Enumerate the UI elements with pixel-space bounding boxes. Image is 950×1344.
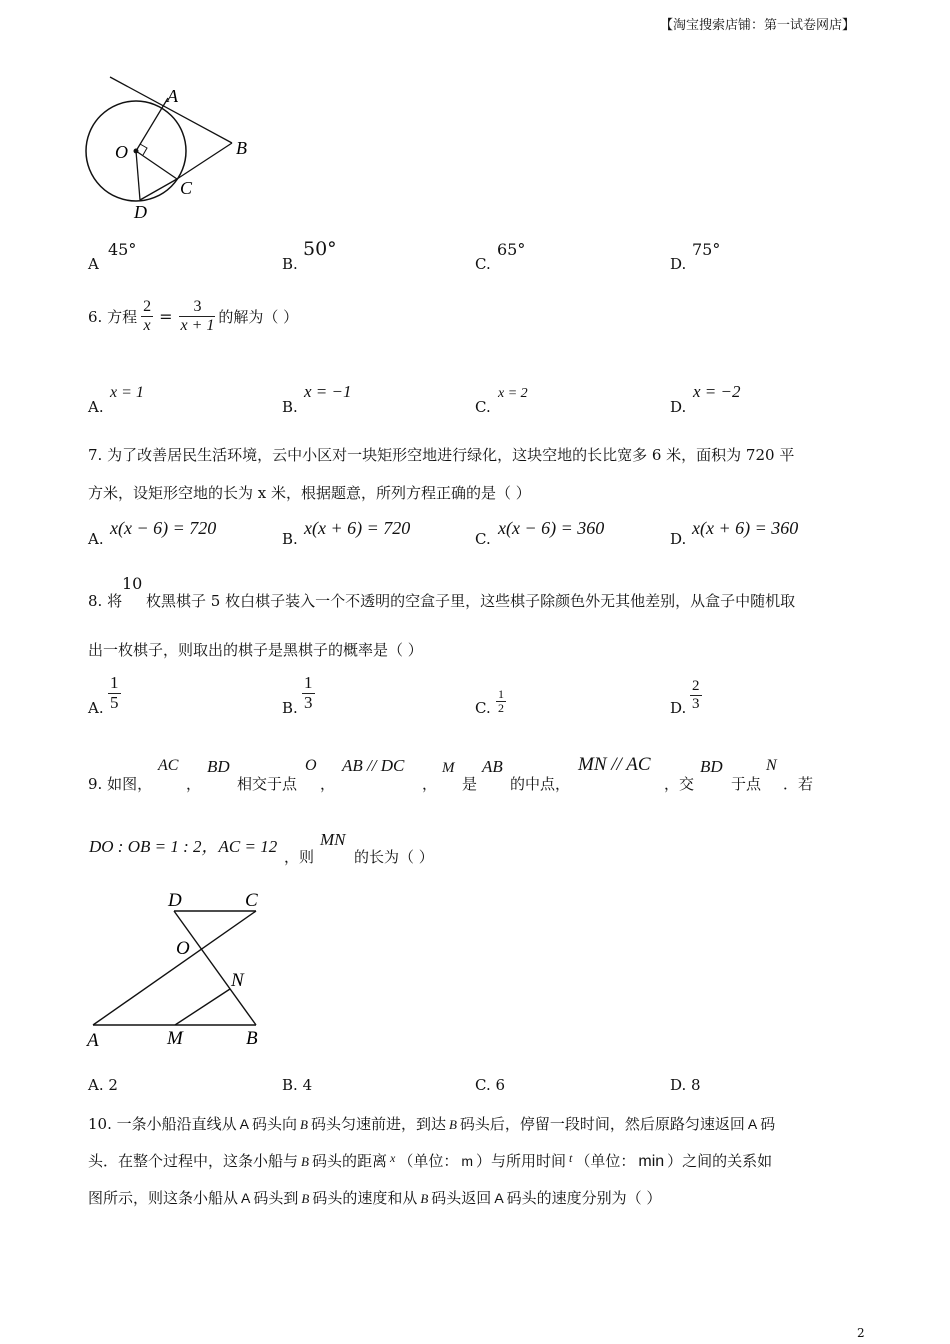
q6-option-d-value: x = −2 <box>693 382 741 401</box>
q10-l1c: 码头匀速前进，到达 <box>310 1115 446 1133</box>
q9-option-b <box>282 1076 312 1094</box>
q6-suffix: 的解为（ ） <box>218 307 299 326</box>
q6-frac1-num: 2 <box>143 298 152 315</box>
q10-line3 <box>88 1187 661 1208</box>
q9-p2: 相交于点 <box>237 775 298 793</box>
q10-line2 <box>88 1150 772 1171</box>
q5-option-b-letter: B. <box>282 255 298 273</box>
q5-option-b-value: 50° <box>303 238 337 260</box>
q9-p3: 是 <box>462 775 478 793</box>
q9-p5: ，交 <box>664 775 695 793</box>
q8-option-d-num: 2 <box>692 678 700 694</box>
q8-option-b-den: 3 <box>304 692 313 712</box>
q9-ab: AB <box>482 757 503 776</box>
q7-option-a-value: x(x − 6) = 720 <box>110 518 217 538</box>
q6-option-a-value: x = 1 <box>110 384 144 401</box>
q6-option-b-value: x = −1 <box>304 382 352 401</box>
q9-comma2: ， <box>320 775 336 793</box>
q9-parallel-ab-dc: AB // DC <box>342 756 405 775</box>
q8-number-10: 10 <box>122 574 143 593</box>
page-number: 2 <box>857 1326 865 1340</box>
radius-oc <box>136 151 177 179</box>
segment-db <box>174 911 256 1025</box>
q7-option-b-letter: B. <box>282 530 298 548</box>
q10-b3: B <box>301 1154 309 1169</box>
q9-option-a-letter: A. <box>88 1076 104 1094</box>
q8-option-a-num: 1 <box>110 673 119 692</box>
q8-option-d-den: 3 <box>692 695 700 712</box>
q9-p9: 的长为（ ） <box>354 848 434 866</box>
q6-option-d-letter: D. <box>670 398 687 416</box>
q8-option-c-num: 1 <box>498 687 504 701</box>
q8-option-c-den: 2 <box>498 701 504 716</box>
label-o: O <box>115 142 128 162</box>
q10-l2e: （单位： <box>575 1152 636 1170</box>
q9-o: O <box>305 757 317 774</box>
q10-b1: B <box>299 1117 308 1132</box>
q5-option-c-value: 65° <box>497 240 526 259</box>
q7-option-b-value: x(x + 6) = 720 <box>304 518 411 538</box>
q6-frac1-den: x <box>143 316 151 334</box>
radius-od <box>136 151 140 200</box>
q9-option-c-letter: C. <box>475 1076 491 1094</box>
q9-parallel-mn-ac: MN // AC <box>578 754 651 775</box>
label-c: C <box>180 178 193 198</box>
q10-l2c: （单位： <box>398 1152 459 1170</box>
q8-option-d-fraction <box>690 678 702 712</box>
q9-bd: BD <box>207 757 230 776</box>
q7-option-c-value: x(x − 6) = 360 <box>498 518 605 538</box>
q10-l1b: 码头向 <box>251 1115 297 1133</box>
q8-option-c-letter: C. <box>475 699 491 717</box>
q7-line2: 方米，设矩形空地的长为 x 米，根据题意，所列方程正确的是（ ） <box>88 484 531 502</box>
q5-option-a-letter: A <box>88 255 99 273</box>
q9-option-d-value: 8 <box>691 1076 701 1094</box>
q9-ratio: DO : OB = 1 : 2，AC = 12 <box>89 837 278 856</box>
q8-option-a-den: 5 <box>110 692 119 712</box>
q9-option-d-letter: D. <box>670 1076 687 1094</box>
q10-a2: A <box>747 1116 758 1132</box>
q10-l3b: 码头到 <box>253 1189 299 1207</box>
label-b: B <box>236 138 247 158</box>
q6-option-b-letter: B. <box>282 398 298 416</box>
q6-prefix: 6. 方程 <box>88 307 138 326</box>
label-b: B <box>246 1028 258 1049</box>
q7-line1: 7. 为了改善居民生活环境，云中小区对一块矩形空地进行绿化，这块空地的长比宽多 6 米，面积为 720 平 <box>88 446 795 464</box>
q9-option-c <box>475 1076 505 1094</box>
header-shop: 【淘宝搜索店铺：第一试卷网店】 <box>660 18 856 33</box>
label-d: D <box>134 202 147 222</box>
q8-line1-rest: 枚黑棋子 5 枚白棋子装入一个不透明的空盒子里，这些棋子除颜色外无其他差别，从盒子中随机取 <box>146 592 796 610</box>
radius-oa <box>136 98 168 151</box>
q9-ac: AC <box>158 757 179 774</box>
q9-m: M <box>442 760 455 776</box>
q10-l3c: 码头的速度和从 <box>312 1189 418 1207</box>
segment-ac <box>93 911 256 1025</box>
q10-b4: B <box>301 1191 310 1206</box>
q8-option-a-letter: A. <box>88 699 104 717</box>
q6-equals: = <box>159 306 173 326</box>
q10-b5: B <box>420 1191 429 1206</box>
figure-circle-tangent <box>80 72 280 222</box>
q5-option-d-letter: D. <box>670 255 687 273</box>
center-dot <box>134 149 139 154</box>
q9-p8: ，则 <box>284 848 315 866</box>
label-o: O <box>176 938 190 959</box>
q9-p7: ．若 <box>783 775 814 793</box>
q9-bd2: BD <box>700 757 723 776</box>
right-angle-mark <box>140 144 147 155</box>
q9-p4: 的中点， <box>510 775 571 793</box>
q9-p1: 9. 如图， <box>88 775 153 793</box>
q8-line2: 出一枚棋子，则取出的棋子是黑棋子的概率是（ ） <box>88 641 423 659</box>
q10-l3e: 码头的速度分别为（ ） <box>506 1189 662 1207</box>
q9-option-d <box>670 1076 701 1094</box>
q7-option-c-letter: C. <box>475 530 491 548</box>
q10-l1a: 10. 一条小船沿直线从 <box>88 1115 237 1133</box>
q5-option-c-letter: C. <box>475 255 491 273</box>
q10-unit-min: min <box>638 1153 665 1170</box>
q6-option-c-letter: C. <box>475 398 491 416</box>
q8-option-d-letter: D. <box>670 699 687 717</box>
figure-parallel-lines <box>80 884 280 1054</box>
q10-l3d: 码头返回 <box>431 1189 492 1207</box>
q8-option-a-fraction <box>108 674 121 712</box>
label-c: C <box>245 890 258 911</box>
q10-l1d: 码头后，停留一段时间，然后原路匀速返回 <box>459 1115 745 1133</box>
label-d: D <box>168 890 182 911</box>
segment-mn <box>175 989 230 1025</box>
q10-a4: A <box>494 1190 504 1206</box>
q10-x: x <box>389 1151 396 1165</box>
q10-l2a: 头．在整个过程中，这条小船与 <box>88 1152 299 1170</box>
q7-option-d-value: x(x + 6) = 360 <box>692 518 799 538</box>
q6-frac2-num: 3 <box>179 298 215 317</box>
q8-option-c-fraction <box>496 688 506 715</box>
q8-option-b-num: 1 <box>304 673 313 692</box>
q9-option-a-value: 2 <box>108 1076 118 1094</box>
label-n: N <box>231 970 244 991</box>
q10-unit-m: m <box>461 1153 473 1169</box>
q6-fraction-right <box>179 298 217 334</box>
q9-option-b-letter: B. <box>282 1076 298 1094</box>
q10-b2: B <box>448 1117 457 1132</box>
q10-l2f: ）之间的关系如 <box>667 1152 773 1170</box>
q6-fraction-left <box>141 298 153 334</box>
q10-l3a: 图所示，则这条小船从 <box>88 1189 239 1207</box>
q5-option-d-value: 75° <box>692 240 721 259</box>
q8-option-b-fraction <box>302 674 315 712</box>
q6-frac2-den: x + 1 <box>180 316 215 334</box>
q5-option-a-value: 45° <box>108 240 137 259</box>
q8-prefix: 8. 将 <box>88 592 123 610</box>
chord-dc <box>140 179 177 200</box>
q9-option-a <box>88 1076 118 1094</box>
q9-comma1: ， <box>186 775 202 793</box>
q10-a1: A <box>239 1116 249 1132</box>
label-a: A <box>167 86 178 106</box>
q9-n: N <box>766 757 777 774</box>
q6-option-a-letter: A. <box>88 398 104 416</box>
q10-l2d: ）与所用时间 <box>476 1152 567 1170</box>
q10-a3: A <box>241 1190 251 1206</box>
q9-p6: 于点 <box>731 775 762 793</box>
q9-option-b-value: 4 <box>302 1076 313 1094</box>
label-a: A <box>87 1030 99 1051</box>
q8-option-b-letter: B. <box>282 699 298 717</box>
q7-option-a-letter: A. <box>88 530 104 548</box>
q6-stem <box>88 298 298 334</box>
q9-option-c-value: 6 <box>495 1076 506 1094</box>
q10-l1e: 码 <box>760 1115 776 1133</box>
q10-l2b: 码头的距离 <box>311 1152 387 1170</box>
q7-option-d-letter: D. <box>670 530 687 548</box>
q10-t: t <box>569 1151 573 1165</box>
q10-line1 <box>88 1113 775 1134</box>
q9-mn: MN <box>320 830 346 849</box>
label-m: M <box>167 1028 183 1049</box>
q6-option-c-value: x = 2 <box>498 386 528 401</box>
q9-comma3: ， <box>422 775 438 793</box>
